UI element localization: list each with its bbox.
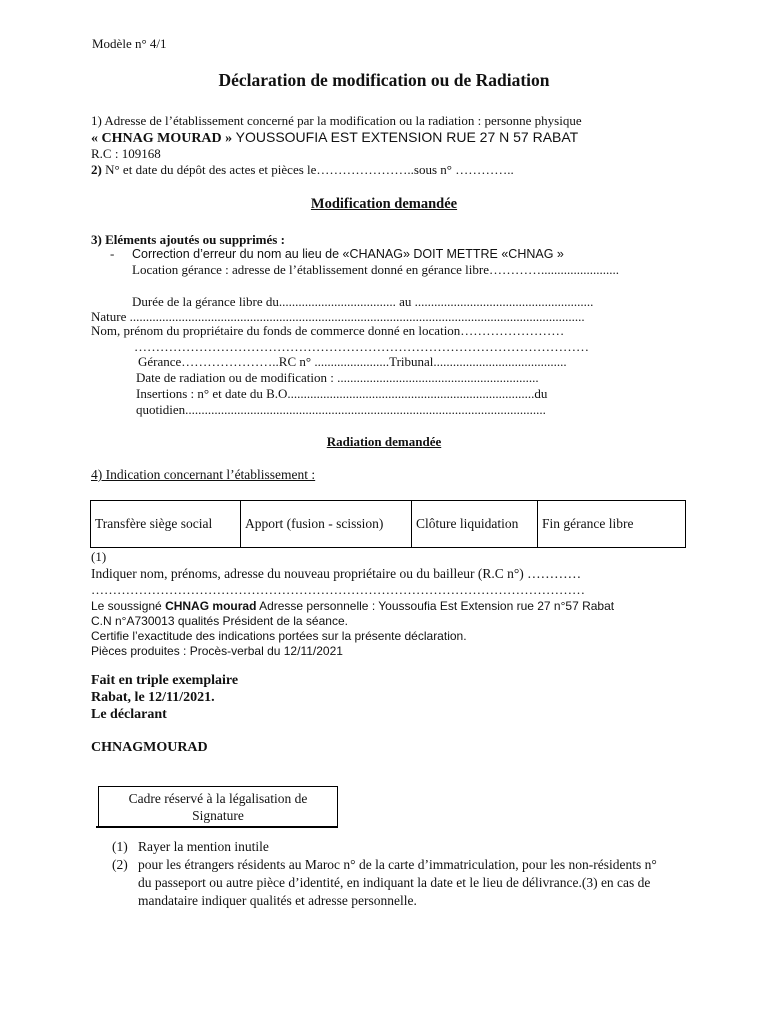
gerance-line: Gérance…………………..RC n° .......................Tribunal......................................... xyxy=(138,354,567,369)
page-title: Déclaration de modification ou de Radiation xyxy=(218,70,550,90)
option-apport[interactable]: Apport (fusion - scission) xyxy=(241,501,412,548)
declarant-name: CHNAGMOURAD xyxy=(91,740,208,755)
correction-bullet: - xyxy=(110,246,115,261)
soussigne-line xyxy=(91,598,614,614)
duree-gerance: Durée de la gérance libre du.................................... au ....................................................... xyxy=(132,294,594,309)
footnote-item xyxy=(112,856,672,910)
pieces-line: Pièces produites : Procès-verbal du 12/11/2021 xyxy=(91,644,343,658)
correction-text: Correction d’erreur du nom au lieu de «CHANAG» DOIT METTRE «CHNAG » xyxy=(132,247,564,261)
footnote-text: pour les étrangers résidents au Maroc n° de la carte d’immatriculation, pour les non-résidents n° du passeport ou autre pièce d’identité, en indiquant la date et le lieu de délivrance.(3) en cas de mandataire indiquer qualités et adresse personnelle. xyxy=(138,857,657,908)
footnote-item xyxy=(112,838,672,856)
modification-title: Modification demandée xyxy=(310,196,458,212)
model-number: Modèle n° 4/1 xyxy=(92,36,167,51)
deposit-text: N° et date du dépôt des actes et pièces le…………………..sous n° ………….. xyxy=(105,162,514,177)
quotidien-line: quotidien............................................................................................................... xyxy=(136,402,546,417)
legalisation-box xyxy=(98,786,338,828)
nature-line: Nature ............................................................................................................................................ xyxy=(91,309,585,324)
date-radiation-line: Date de radiation ou de modification : .............................................................. xyxy=(136,370,539,385)
establishment-name: « CHNAG MOURAD » xyxy=(91,131,233,146)
footnote-text: Rayer la mention inutile xyxy=(138,839,269,854)
legalisation-underline xyxy=(96,826,338,828)
deposit-line xyxy=(91,162,514,178)
option-fin-gerance[interactable]: Fin gérance libre xyxy=(538,501,686,548)
owner-name-line: Nom, prénom du propriétaire du fonds de commerce donné en location…………………… xyxy=(91,323,565,338)
option-transfert-siege[interactable]: Transfère siège social xyxy=(91,501,241,548)
deposit-number: 2) xyxy=(91,162,102,177)
insertions-line: Insertions : n° et date du B.O............................................................................du xyxy=(136,386,548,401)
legalisation-line-1: Cadre réservé à la légalisation de xyxy=(128,791,308,806)
indiquer-line: Indiquer nom, prénoms, adresse du nouveau propriétaire ou du bailleur (R.C n°) ………… xyxy=(91,566,582,581)
note-ref: (1) xyxy=(91,549,107,564)
declarant-label: Le déclarant xyxy=(91,707,167,722)
triple-copy: Fait en triple exemplaire xyxy=(91,673,239,688)
footnotes-list xyxy=(112,838,672,910)
footnote-number: (1) xyxy=(112,839,128,854)
certifie-line: Certifie l’exactitude des indications portées sur la présente déclaration. xyxy=(91,629,467,643)
soussigne-name: CHNAG mourad xyxy=(165,599,257,613)
establishment-address-label: 1) Adresse de l’établissement concerné par la modification ou la radiation : personne physique xyxy=(91,113,582,128)
footnote-number: (2) xyxy=(112,857,128,872)
soussigne-prefix: Le soussigné xyxy=(91,599,166,613)
radiation-title: Radiation demandée xyxy=(326,434,442,449)
option-cloture[interactable]: Clôture liquidation xyxy=(412,501,538,548)
establishment-address: YOUSSOUFIA EST EXTENSION RUE 27 N 57 RABAT xyxy=(235,129,579,145)
indication-label: 4) Indication concernant l’établissement : xyxy=(91,467,316,482)
rc-number: R.C : 109168 xyxy=(91,146,161,161)
radiation-options-table xyxy=(90,500,686,548)
establishment-name-line xyxy=(91,129,578,147)
cn-line: C.N n°A730013 qualités Président de la séance. xyxy=(91,614,348,628)
soussigne-address: Adresse personnelle : Youssoufia Est Extension rue 27 n°57 Rabat xyxy=(256,599,615,613)
dotted-line-2: …………………………………………………………………………………………………… xyxy=(91,582,585,597)
elements-title: 3) Eléments ajoutés ou supprimés : xyxy=(91,232,285,247)
location-gerance: Location gérance : adresse de l’établissement donné en gérance libre…………........................ xyxy=(132,262,619,277)
dotted-line: …………………………………………………………………………………………… xyxy=(134,339,589,354)
place-date: Rabat, le 12/11/2021. xyxy=(91,690,215,705)
legalisation-line-2: Signature xyxy=(192,808,244,823)
